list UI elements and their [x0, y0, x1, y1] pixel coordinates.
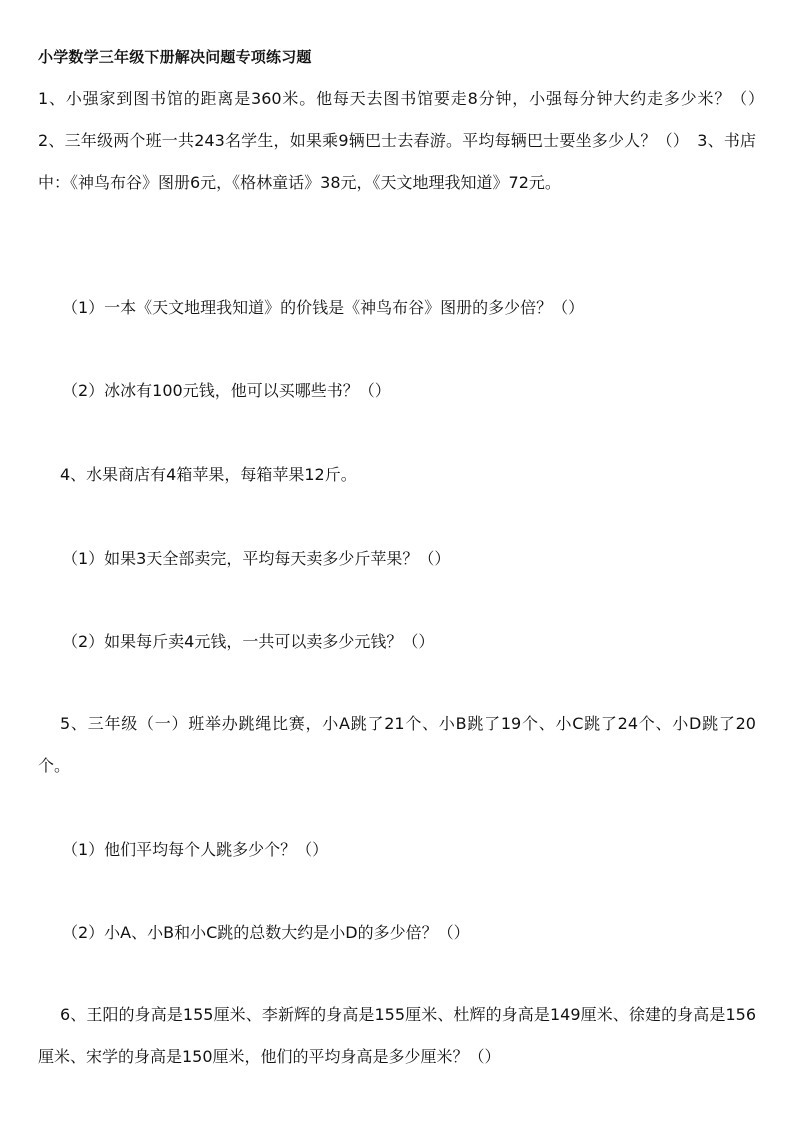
question-1-3: 1、小强家到图书馆的距离是360米。他每天去图书馆要走8分钟，小强每分钟大约走多少米？（） 2、三年级两个班一共243名学生，如果乘9辆巴士去春游。平均每辆巴士要坐多少人？（） 3、书店中：《神鸟布谷》图册6元，《格林童话》38元，《天文地理我知道》72元。 [38, 89, 773, 192]
question-5-part-1: （1）他们平均每个人跳多少个？（） [62, 840, 329, 859]
question-3-part-2: （2）冰冰有100元钱，他可以买哪些书？（） [62, 381, 391, 400]
question-4-part-1: （1）如果3天全部卖完，平均每天卖多少斤苹果？（） [62, 549, 451, 568]
question-4-part-2: （2）如果每斤卖4元钱，一共可以卖多少元钱？（） [62, 632, 435, 651]
question-5: 5、三年级（一）班举办跳绳比赛，小A跳了21个、小B跳了19个、小C跳了24个、小D跳了20个。 [38, 714, 756, 775]
page-title: 小学数学三年级下册解决问题专项练习题 [38, 48, 312, 66]
question-5-part-2: （2）小A、小B和小C跳的总数大约是小D的多少倍？（） [62, 923, 470, 942]
question-4: 4、水果商店有4箱苹果，每箱苹果12斤。 [60, 465, 357, 484]
question-6: 6、王阳的身高是155厘米、李新辉的身高是155厘米、杜辉的身高是149厘米、徐建的身高是156厘米、宋学的身高是150厘米，他们的平均身高是多少厘米？（） [38, 1005, 756, 1066]
question-3-part-1: （1）一本《天文地理我知道》的价钱是《神鸟布谷》图册的多少倍？（） [62, 298, 585, 317]
